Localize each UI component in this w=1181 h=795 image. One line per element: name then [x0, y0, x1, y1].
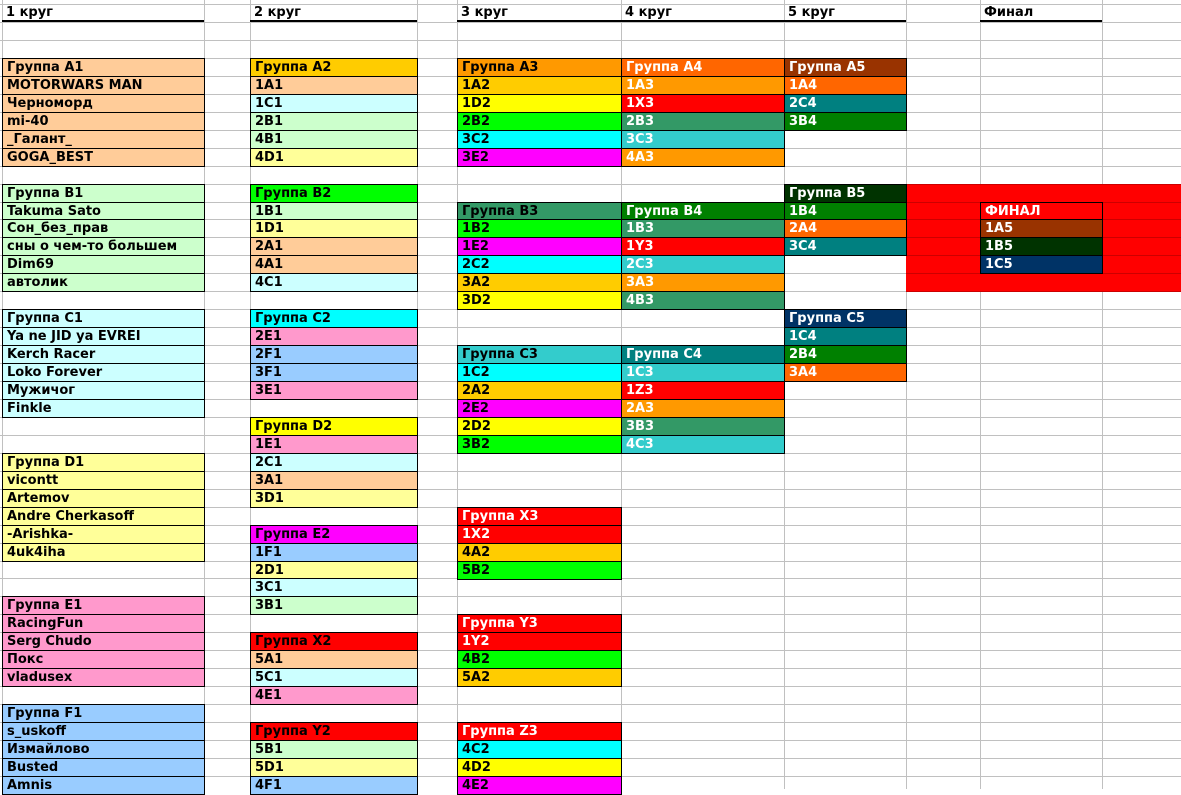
- participant-cell[interactable]: 1B1: [250, 202, 418, 221]
- participant-cell[interactable]: 3B3: [621, 417, 785, 436]
- participant-cell[interactable]: 2A3: [621, 399, 785, 418]
- participant-cell[interactable]: 4A1: [250, 255, 418, 274]
- participant-cell[interactable]: 3D2: [457, 291, 622, 310]
- participant-cell[interactable]: 4C3: [621, 435, 785, 454]
- group-title-cell[interactable]: Группа B3: [457, 202, 622, 221]
- participant-cell[interactable]: Черноморд: [2, 94, 205, 113]
- participant-cell[interactable]: 2B4: [784, 345, 907, 364]
- participant-cell[interactable]: 1Y2: [457, 632, 622, 651]
- participant-cell[interactable]: 2D2: [457, 417, 622, 436]
- participant-cell[interactable]: 1X3: [621, 94, 785, 113]
- group-title-cell[interactable]: Группа B4: [621, 202, 785, 221]
- participant-cell[interactable]: 1Z3: [621, 381, 785, 400]
- participant-cell[interactable]: 4C2: [457, 740, 622, 759]
- participant-cell[interactable]: 1F1: [250, 543, 418, 562]
- group-title-cell[interactable]: Группа F1: [2, 704, 205, 723]
- group-title-cell[interactable]: Группа X2: [250, 632, 418, 651]
- participant-cell[interactable]: 2C3: [621, 255, 785, 274]
- participant-cell[interactable]: Мужичог: [2, 381, 205, 400]
- group-title-cell[interactable]: Группа C2: [250, 309, 418, 328]
- group-title-cell[interactable]: Группа A2: [250, 58, 418, 77]
- grid-line-horizontal: [0, 40, 1181, 41]
- participant-cell[interactable]: 1C1: [250, 94, 418, 113]
- participant-cell[interactable]: 2B3: [621, 112, 785, 131]
- participant-cell[interactable]: 1B3: [621, 219, 785, 238]
- participant-cell[interactable]: 4A3: [621, 148, 785, 167]
- group-title-cell[interactable]: Группа A5: [784, 58, 907, 77]
- participant-cell[interactable]: Покс: [2, 650, 205, 669]
- participant-cell[interactable]: 1C2: [457, 363, 622, 382]
- participant-cell[interactable]: 4B1: [250, 130, 418, 149]
- participant-cell[interactable]: 1A2: [457, 76, 622, 95]
- participant-cell[interactable]: 5B2: [457, 561, 622, 580]
- participant-cell[interactable]: 1Y3: [621, 237, 785, 256]
- participant-cell[interactable]: 1D2: [457, 94, 622, 113]
- group-title-cell[interactable]: Группа Z3: [457, 722, 622, 741]
- grid-line-horizontal: [906, 184, 1181, 185]
- participant-cell[interactable]: 1A4: [784, 76, 907, 95]
- participant-cell[interactable]: 1B2: [457, 219, 622, 238]
- participant-cell[interactable]: Finkle: [2, 399, 205, 418]
- participant-cell[interactable]: Сон_без_прав: [2, 219, 205, 238]
- participant-cell[interactable]: 3C4: [784, 237, 907, 256]
- participant-cell[interactable]: Busted: [2, 758, 205, 777]
- participant-cell[interactable]: 3D1: [250, 489, 418, 508]
- participant-cell[interactable]: Andre Cherkasoff: [2, 507, 205, 526]
- participant-cell[interactable]: MOTORWARS MAN: [2, 76, 205, 95]
- participant-cell[interactable]: 2B2: [457, 112, 622, 131]
- group-title-cell[interactable]: Группа Y2: [250, 722, 418, 741]
- participant-cell[interactable]: 3A4: [784, 363, 907, 382]
- participant-cell[interactable]: GOGA_BEST: [2, 148, 205, 167]
- round-header: 2 круг: [250, 4, 417, 22]
- group-title-cell[interactable]: Группа C5: [784, 309, 907, 328]
- participant-cell[interactable]: 1D1: [250, 219, 418, 238]
- participant-cell[interactable]: 2A2: [457, 381, 622, 400]
- participant-cell[interactable]: 5B1: [250, 740, 418, 759]
- grid-line-vertical: [1102, 0, 1103, 789]
- grid-line-horizontal: [906, 291, 1181, 292]
- participant-cell[interactable]: Serg Chudo: [2, 632, 205, 651]
- participant-cell[interactable]: Dim69: [2, 255, 205, 274]
- participant-cell[interactable]: 3A2: [457, 273, 622, 292]
- participant-cell[interactable]: 3F1: [250, 363, 418, 382]
- group-title-cell[interactable]: Группа C1: [2, 309, 205, 328]
- group-title-cell[interactable]: Группа A3: [457, 58, 622, 77]
- participant-cell[interactable]: 1A3: [621, 76, 785, 95]
- participant-cell[interactable]: Измайлово: [2, 740, 205, 759]
- participant-cell[interactable]: 1E1: [250, 435, 418, 454]
- participant-cell[interactable]: 4uk4iha: [2, 543, 205, 562]
- group-title-cell[interactable]: Группа A4: [621, 58, 785, 77]
- participant-cell[interactable]: сны о чем-то большем: [2, 237, 205, 256]
- group-title-cell[interactable]: Группа C4: [621, 345, 785, 364]
- round-header: 4 круг: [621, 4, 784, 22]
- participant-cell[interactable]: 1X2: [457, 525, 622, 544]
- round-header: 5 круг: [784, 4, 906, 22]
- participant-cell[interactable]: 2F1: [250, 345, 418, 364]
- participant-cell[interactable]: vicontt: [2, 471, 205, 490]
- participant-cell[interactable]: 4E2: [457, 776, 622, 795]
- participant-cell[interactable]: 4C1: [250, 273, 418, 292]
- participant-cell[interactable]: 2A4: [784, 219, 907, 238]
- participant-cell[interactable]: 5D1: [250, 758, 418, 777]
- participant-cell[interactable]: mi-40: [2, 112, 205, 131]
- group-title-cell[interactable]: Группа B5: [784, 184, 907, 203]
- group-title-cell[interactable]: Группа X3: [457, 507, 622, 526]
- participant-cell[interactable]: 4D2: [457, 758, 622, 777]
- participant-cell[interactable]: 3B2: [457, 435, 622, 454]
- group-title-cell[interactable]: Группа Y3: [457, 614, 622, 633]
- participant-cell[interactable]: 3E1: [250, 381, 418, 400]
- participant-cell[interactable]: _Галант_: [2, 130, 205, 149]
- participant-cell[interactable]: 2C2: [457, 255, 622, 274]
- participant-cell[interactable]: 3C2: [457, 130, 622, 149]
- participant-cell[interactable]: 4B3: [621, 291, 785, 310]
- round-header: 1 круг: [2, 4, 204, 22]
- group-title-cell[interactable]: Группа D1: [2, 453, 205, 472]
- participant-cell[interactable]: 2D1: [250, 561, 418, 580]
- participant-cell[interactable]: 3C3: [621, 130, 785, 149]
- participant-cell[interactable]: 1B4: [784, 202, 907, 221]
- participant-cell[interactable]: 4F1: [250, 776, 418, 795]
- participant-cell[interactable]: Takuma Sato: [2, 202, 205, 221]
- participant-cell[interactable]: автолик: [2, 273, 205, 292]
- group-title-cell[interactable]: Группа E1: [2, 596, 205, 615]
- group-title-cell[interactable]: Группа B1: [2, 184, 205, 203]
- group-title-cell[interactable]: Группа D2: [250, 417, 418, 436]
- participant-cell[interactable]: Artemov: [2, 489, 205, 508]
- participant-cell[interactable]: 2E2: [457, 399, 622, 418]
- participant-cell[interactable]: Amnis: [2, 776, 205, 795]
- participant-cell[interactable]: 4D1: [250, 148, 418, 167]
- round-header: 3 круг: [457, 4, 621, 22]
- participant-cell[interactable]: 4A2: [457, 543, 622, 562]
- participant-cell[interactable]: 2C4: [784, 94, 907, 113]
- participant-cell[interactable]: 1C4: [784, 327, 907, 346]
- grid-line-vertical: [980, 0, 981, 789]
- participant-cell[interactable]: 5A1: [250, 650, 418, 669]
- participant-cell[interactable]: RacingFun: [2, 614, 205, 633]
- participant-cell[interactable]: Kerch Racer: [2, 345, 205, 364]
- participant-cell[interactable]: 5A2: [457, 668, 622, 687]
- participant-cell[interactable]: 4B2: [457, 650, 622, 669]
- participant-cell[interactable]: 1E2: [457, 237, 622, 256]
- participant-cell[interactable]: 5C1: [250, 668, 418, 687]
- grid-line-horizontal: [0, 22, 1181, 23]
- participant-cell[interactable]: 1A5: [980, 219, 1103, 238]
- participant-cell[interactable]: 2E1: [250, 327, 418, 346]
- participant-cell[interactable]: Loko Forever: [2, 363, 205, 382]
- participant-cell[interactable]: 3A1: [250, 471, 418, 490]
- participant-cell[interactable]: vladusex: [2, 668, 205, 687]
- participant-cell[interactable]: 3E2: [457, 148, 622, 167]
- participant-cell[interactable]: -Arishka-: [2, 525, 205, 544]
- participant-cell[interactable]: 3A3: [621, 273, 785, 292]
- participant-cell[interactable]: 3C1: [250, 578, 418, 597]
- participant-cell[interactable]: s_uskoff: [2, 722, 205, 741]
- participant-cell[interactable]: 1C3: [621, 363, 785, 382]
- participant-cell[interactable]: 2A1: [250, 237, 418, 256]
- group-title-cell[interactable]: ФИНАЛ: [980, 202, 1103, 221]
- participant-cell[interactable]: 1B5: [980, 237, 1103, 256]
- group-title-cell[interactable]: Группа B2: [250, 184, 418, 203]
- round-header: Финал: [980, 4, 1102, 22]
- participant-cell[interactable]: 3B4: [784, 112, 907, 131]
- participant-cell[interactable]: 2B1: [250, 112, 418, 131]
- group-title-cell[interactable]: Группа C3: [457, 345, 622, 364]
- participant-cell[interactable]: Ya ne JID ya EVREI: [2, 327, 205, 346]
- participant-cell[interactable]: 1C5: [980, 255, 1103, 274]
- group-title-cell[interactable]: Группа E2: [250, 525, 418, 544]
- participant-cell[interactable]: 3B1: [250, 596, 418, 615]
- participant-cell[interactable]: 2C1: [250, 453, 418, 472]
- group-title-cell[interactable]: Группа A1: [2, 58, 205, 77]
- participant-cell[interactable]: 4E1: [250, 686, 418, 705]
- participant-cell[interactable]: 1A1: [250, 76, 418, 95]
